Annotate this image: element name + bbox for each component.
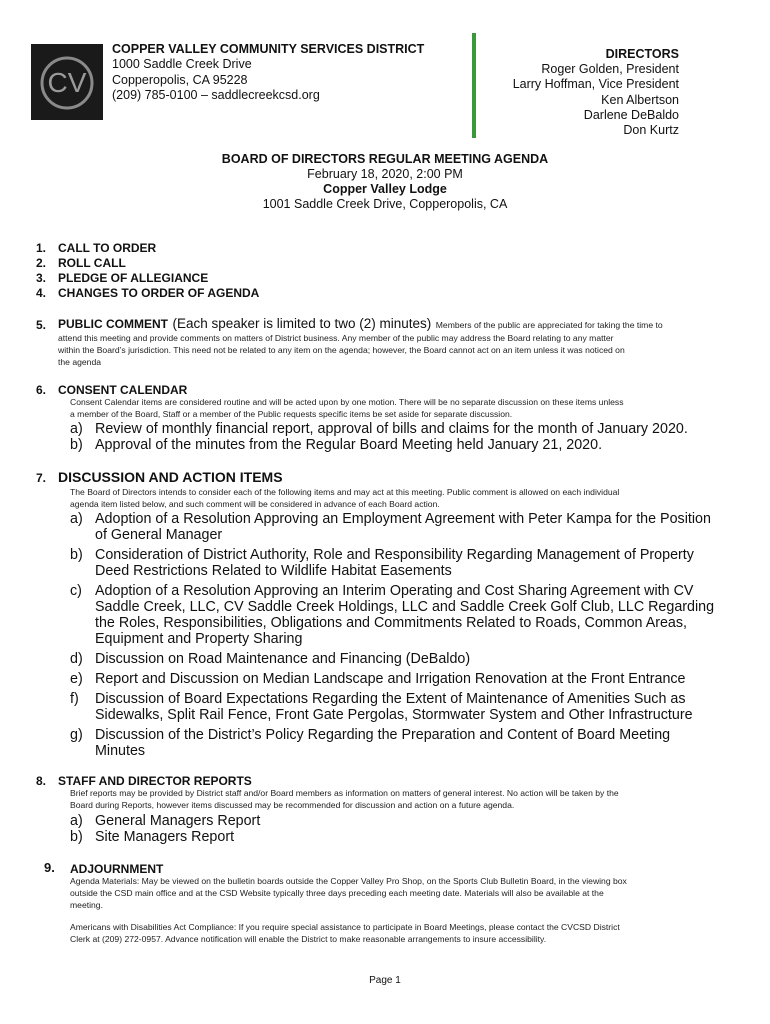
item-title: PUBLIC COMMENT: [58, 317, 168, 331]
director-name: Don Kurtz: [623, 123, 679, 138]
district-address-line2: Copperopolis, CA 95228: [112, 73, 248, 87]
item-description: attend this meeting and provide comments on matters of District business. Any member of the public may address the Board relating to any matter: [58, 333, 614, 343]
page-number: Page 1: [369, 975, 401, 986]
item-number: 8.: [36, 774, 47, 788]
directors-heading: DIRECTORS: [605, 47, 679, 61]
item-description: Consent Calendar items are considered routine and will be acted upon by one motion. There will be no separate discussion on these items unless: [70, 397, 624, 407]
item-description: The Board of Directors intends to consider each of the following items and may act at this meeting. Public comment is allowed on each individual: [70, 487, 620, 497]
item-title: ADJOURNMENT: [70, 862, 164, 876]
item-description: Brief reports may be provided by District staff and/or Board members as information on matters of general interest. No action will be taken by the: [70, 788, 619, 798]
meeting-address: 1001 Saddle Creek Drive, Copperopolis, CA: [262, 197, 508, 211]
item-title: CONSENT CALENDAR: [58, 383, 188, 397]
header-divider: [472, 33, 476, 138]
list-item: b) Consideration of District Authority, Role and Responsibility Regarding Management of Property Deed Restrictions Related to Wildlife Habitat Easements: [70, 547, 694, 579]
list-item: a) Review of monthly financial report, approval of bills and claims for the month of January 2020.: [70, 421, 688, 437]
director-name: Ken Albertson: [601, 92, 679, 107]
list-item: c) Adoption of a Resolution Approving an Interim Operating and Cost Sharing Agreement with CV Saddle Creek, LLC, CV Saddle Creek Holdings, LLC and Saddle Creek Golf Club, LLC Regarding the Roles, Responsibilities, Obligations and Commitments Related to Roads, Common Areas, Equipment and Property Sharing: [70, 583, 715, 647]
agenda-materials-note: outside the CSD main office and at the CSD Website typically three days preceding each meeting date. Materials will also be available at the: [70, 888, 604, 898]
item-number: 1.: [36, 241, 47, 255]
item-description: within the Board’s jurisdiction. This need not be related to any item on the agenda; however, the Board cannot act on an item unless it was noticed on: [58, 345, 625, 355]
director-name: Roger Golden, President: [541, 62, 679, 77]
item-number: 5.: [36, 318, 47, 332]
item-number: 7.: [36, 471, 47, 485]
item-title: DISCUSSION AND ACTION ITEMS: [58, 469, 283, 485]
ada-compliance-note: Americans with Disabilities Act Compliance: If you require special assistance to participate in Board Meetings, please contact the CVCSD District: [70, 922, 620, 932]
list-item: b) Site Managers Report: [70, 829, 235, 845]
meeting-venue: Copper Valley Lodge: [323, 182, 447, 196]
district-logo: [31, 44, 103, 120]
item-description: agenda item listed below, and such comment will be considered in advance of each Board action.: [70, 499, 440, 509]
item-description: a member of the Board, Staff or a member of the Public requests specific items be set aside for separate discussion.: [70, 409, 513, 419]
agenda-materials-note: Agenda Materials: May be viewed on the bulletin boards outside the Copper Valley Pro Shop, on the Sports Club Bulletin Board, in the viewing box: [70, 876, 627, 886]
item-description: Members of the public are appreciated for taking the time to: [435, 320, 663, 330]
meeting-date: February 18, 2020, 2:00 PM: [307, 167, 463, 181]
list-item: a) General Managers Report: [70, 813, 261, 829]
list-item: b) Approval of the minutes from the Regular Board Meeting held January 21, 2020.: [70, 437, 603, 453]
item-title: CHANGES TO ORDER OF AGENDA: [58, 286, 260, 300]
item-number: 9.: [44, 860, 55, 875]
discussion-list: [70, 511, 720, 759]
agenda-title: BOARD OF DIRECTORS REGULAR MEETING AGENDA: [221, 152, 549, 166]
item-title: STAFF AND DIRECTOR REPORTS: [58, 774, 252, 788]
item-number: 4.: [36, 286, 47, 300]
item-title: CALL TO ORDER: [58, 241, 157, 255]
ada-compliance-note: Clerk at (209) 272-0957. Advance notification will enable the District to make reasonable arrangements to insure accessibility.: [70, 934, 547, 944]
district-address-line1: 1000 Saddle Creek Drive: [112, 57, 252, 71]
meeting-header: [0, 152, 770, 212]
directors-block: [513, 47, 679, 138]
item-title: PLEDGE OF ALLEGIANCE: [58, 271, 209, 285]
director-name: Larry Hoffman, Vice President: [512, 77, 679, 92]
director-name: Darlene DeBaldo: [583, 107, 679, 122]
list-item: e) Report and Discussion on Median Landscape and Irrigation Renovation at the Front Entrance: [70, 671, 686, 687]
consent-list: [70, 421, 720, 453]
district-name: COPPER VALLEY COMMUNITY SERVICES DISTRICT: [112, 42, 425, 56]
reports-list: [70, 813, 720, 845]
item-description: Board during Reports, however items discussed may be recommended for discussion and action on a future agenda.: [70, 800, 515, 810]
item-number: 3.: [36, 271, 47, 285]
cv-logo-icon: [31, 44, 103, 120]
agenda-materials-note: meeting.: [70, 900, 103, 910]
item-number: 6.: [36, 383, 47, 397]
list-item: g) Discussion of the District’s Policy Regarding the Preparation and Content of Board Meeting Minutes: [70, 727, 671, 759]
list-item: a) Adoption of a Resolution Approving an Employment Agreement with Peter Kampa for the Position of General Manager: [70, 511, 711, 543]
item-title: ROLL CALL: [58, 256, 126, 270]
item-subtitle: (Each speaker is limited to two (2) minutes): [172, 316, 432, 331]
district-contact: (209) 785-0100 – saddlecreekcsd.org: [112, 88, 320, 102]
item-description: the agenda: [58, 357, 102, 367]
item-number: 2.: [36, 256, 47, 270]
list-item: d) Discussion on Road Maintenance and Financing (DeBaldo): [70, 651, 471, 667]
list-item: f) Discussion of Board Expectations Regarding the Extent of Maintenance of Amenities Such as Sidewalks, Split Rail Fence, Front Gate Pergolas, Stormwater System and Other Infrastructure: [70, 691, 693, 723]
svg-text:CV: CV: [47, 67, 87, 98]
